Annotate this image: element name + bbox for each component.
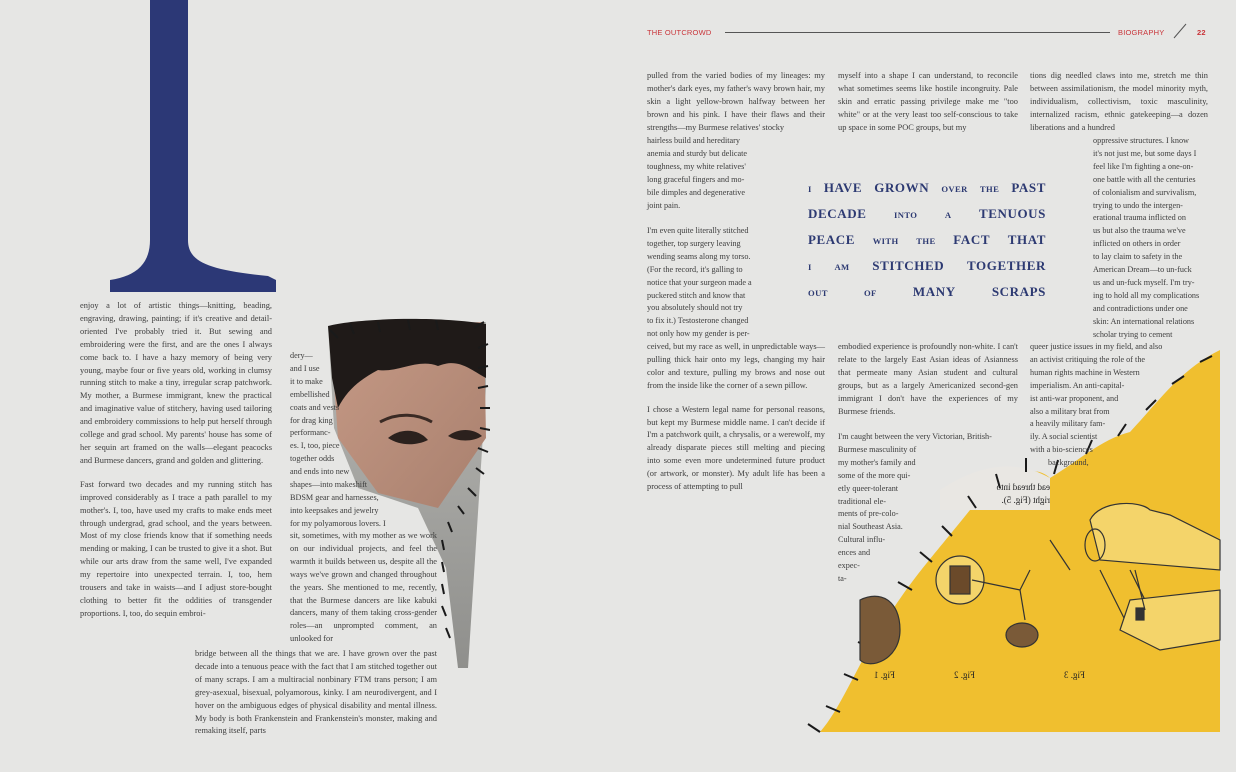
pull-quote-word: A bbox=[944, 210, 952, 220]
text-line: imperialism. An anti-capital- bbox=[1030, 380, 1125, 390]
text-line: nial Southeast Asia. bbox=[838, 522, 903, 532]
paragraph: Fast forward two decades and my running stitch has improved considerably as I trace a path parallel to my mother's. I, too, have used my crafts to make ends meet through undergrad, grad school, and the years between. Most of my close friends know that if something needs mending or making, I can be trusted to give it a shot. But while our arts draw from the same well, I've expanded my repertoire into unexpected terrain. I, too, hem trousers and take in waists—and I adjust store-bought clothing to better fit the oddities of transgender proportions. I, too, do sequin embroi- bbox=[80, 479, 272, 618]
right-column-1-narrow bbox=[647, 135, 777, 212]
text-line: also a military brat from bbox=[1030, 406, 1110, 416]
text-line: ily. A social scientist bbox=[1030, 432, 1098, 442]
pull-quote-word: GROWN bbox=[874, 180, 930, 195]
figure-label: Fig. 2 bbox=[953, 670, 975, 680]
text-line: not only how my gender is per- bbox=[647, 329, 750, 339]
paragraph: enjoy a lot of artistic things—knitting, beading, engraving, drawing, painting; if it's creative and detail-oriented I've probably tried it. But sewing and embroidering were the first, and are the ones I always come back to. I have a hazy memory of being very young, maybe four or five years old, working in clumsy running stitch to make a tiny, irregular scrap patchwork. My mother, a Burmese immigrant, knew the practical and imaginative value of stitchery, having used tailoring and embroidery commissions to help put herself through college and grad school. My parents' house has some of her sequin art framed on the walls—elegant peacocks and Burmese dancers, grand and golden and glittering. bbox=[80, 301, 272, 465]
right-column-3-top bbox=[1030, 70, 1208, 135]
text-line: puckered stitch and know that bbox=[647, 290, 746, 300]
right-column-1-top bbox=[647, 70, 825, 135]
text-line: toughness, my white relatives' bbox=[647, 161, 746, 171]
text-line: my mother's family and bbox=[838, 457, 916, 467]
text-line: expec- bbox=[838, 561, 860, 571]
text-line: and I use bbox=[290, 363, 320, 373]
pull-quote-word: HAVE bbox=[823, 180, 863, 195]
text-line: into keepsakes and jewelry bbox=[290, 505, 379, 515]
text-line: one battle with all the centuries bbox=[1093, 174, 1196, 184]
pull-quote-line bbox=[808, 180, 1046, 206]
pull-quote-word: INTO bbox=[893, 210, 918, 220]
text-line: embellished bbox=[290, 389, 330, 399]
pull-quote-word: TENUOUS bbox=[978, 206, 1046, 221]
text-line: us and un-fuck myself. I'm try- bbox=[1093, 277, 1195, 287]
text-line: some of the more qui- bbox=[838, 470, 911, 480]
text-line: scholar trying to cement bbox=[1093, 329, 1173, 339]
pull-quote-word: TOGETHER bbox=[966, 258, 1046, 273]
text-line: you absolutely should not try bbox=[647, 303, 743, 313]
paragraph: tions dig needled claws into me, stretch me thin between assimilationism, the model minority myth, individualism, collectivism, toxic masculinity, internalized racism, ethnic gatekeeping—a dozen liberations and a hundred bbox=[1030, 71, 1208, 132]
text-line: long graceful fingers and mo- bbox=[647, 174, 745, 184]
text-line: joint pain. bbox=[647, 200, 681, 210]
pull-quote-word: OVER bbox=[941, 184, 968, 194]
text-line: background, bbox=[1048, 458, 1089, 468]
text-line: traditional ele- bbox=[838, 496, 886, 506]
figure-label: Fig. 3 bbox=[1063, 670, 1085, 680]
text-line: coats and vests bbox=[290, 402, 340, 412]
text-line: a heavily military fam- bbox=[1030, 419, 1106, 429]
left-column-1 bbox=[80, 300, 272, 632]
mirrored-caption: ead thread into bbox=[996, 482, 1050, 492]
text-line: notice that your surgeon made a bbox=[647, 277, 752, 287]
text-line: for drag king bbox=[290, 415, 333, 425]
pull-quote-word: PEACE bbox=[808, 232, 856, 247]
right-column-3-bottom bbox=[1030, 341, 1190, 470]
text-line: and contradictions under one bbox=[1093, 303, 1188, 313]
right-column-1-narrow-2 bbox=[647, 225, 777, 341]
text-line: it's not just me, but some days I bbox=[1093, 148, 1197, 158]
text-line: anemia and sturdy but delicate bbox=[647, 148, 748, 158]
pull-quote-word: OF bbox=[863, 288, 877, 298]
text-line: ments of pre-colo- bbox=[838, 509, 899, 519]
text-line: (For the record, it's galling to bbox=[647, 264, 743, 274]
pull-quote bbox=[808, 180, 1046, 310]
pull-quote-word: MANY bbox=[912, 284, 956, 299]
pull-quote-word: THE bbox=[979, 184, 1000, 194]
pull-quote-word: I bbox=[808, 262, 812, 272]
text-line: us but also the trauma we've bbox=[1093, 226, 1186, 236]
text-line: skin: An international relations bbox=[1093, 316, 1195, 326]
paragraph: myself into a shape I can understand, to reconcile what sometimes seems like hostile incongruity. Pale skin and erratic passing privilege make me "too white" or at the very least too self-conscious to take up space in some POC groups, but my bbox=[838, 71, 1018, 132]
paragraph: pulled from the varied bodies of my lineages: my mother's dark eyes, my father's wavy brown hair, my skin a light yellow-brown halfway between her brown and his pink. I have their flaws and their strengths—my Burmese relatives' stocky bbox=[647, 71, 825, 132]
section-label: THE OUTCROWD bbox=[647, 28, 712, 37]
pull-quote-word: SCRAPS bbox=[991, 284, 1046, 299]
text-line: I'm even quite literally stitched bbox=[647, 226, 749, 235]
text-line: wending seams along my torso. bbox=[647, 251, 751, 261]
text-line: Cultural influ- bbox=[838, 535, 886, 545]
pull-quote-word: STITCHED bbox=[872, 258, 945, 273]
page-number: 22 bbox=[1197, 28, 1206, 37]
left-bottom-paragraph bbox=[195, 648, 437, 738]
text-line: ences and bbox=[838, 548, 871, 558]
text-line: with a bio-sciences bbox=[1030, 445, 1093, 455]
paragraph: ceived, but my race as well, in unpredictable ways—pulling thick hair onto my legs, changing my hair color and texture, pulling my brows and nose out from the inside like the corner of a sewn pillow. bbox=[647, 342, 825, 390]
text-line: BDSM gear and harnesses, bbox=[290, 492, 379, 502]
dropcap bbox=[108, 0, 280, 292]
pull-quote-word: I bbox=[808, 184, 812, 194]
text-line: human rights machine in Western bbox=[1030, 367, 1140, 377]
right-column-1-bottom bbox=[647, 341, 825, 505]
text-line: for my polyamorous lovers. I bbox=[290, 518, 386, 528]
pull-quote-word: AM bbox=[834, 262, 850, 272]
text-line: together, top surgery leaving bbox=[647, 238, 741, 248]
paragraph: I chose a Western legal name for personal reasons, but kept my Burmese middle name. I can't decide if I'm a patchwork quilt, a chrysalis, or a werewolf, my already disparate pieces still melting and piecing into some even more undetermined future product (or artwork, or monster). My adult life has been a process of attempting to pull bbox=[647, 404, 825, 492]
text-line: shapes—into makeshift bbox=[290, 480, 368, 490]
mirrored-caption: right (Fig. 5). bbox=[1001, 495, 1050, 505]
text-line: etly queer-tolerant bbox=[838, 483, 899, 493]
pull-quote-word: DECADE bbox=[808, 206, 867, 221]
header-rule-left bbox=[725, 32, 1110, 33]
text-line: dery— bbox=[290, 351, 313, 360]
text-line: and ends into new bbox=[290, 467, 350, 477]
right-column-2-top bbox=[838, 70, 1018, 135]
text-line: ta- bbox=[838, 573, 847, 583]
paragraph: bridge between all the things that we are. I have grown over the past decade into a tenuous peace with the fact that I am stitched together out of many scraps. I am a multiracial nonbinary FTM trans person; I am grey-asexual, bisexual, polyamorous, kinky. I am neurodivergent, and I hover on the ambiguous edges of physical disability and mental illness. My body is both Frankenstein and Frankenstein's monster, making and remaking itself, parts bbox=[195, 649, 437, 736]
paragraph: sit, sometimes, with my mother as we work on our individual projects, and feel the warmth it builds between us, despite all the ways we've grown and changed throughout the years. She mentioned to me, recently, that the Burmese dancers are like kabuki dancers, many of them taking cross-gender roles—an unprompted comment, an unlooked for bbox=[290, 531, 437, 644]
pull-quote-word: FACT bbox=[953, 232, 991, 247]
text-line: trying to undo the intergen- bbox=[1093, 200, 1183, 210]
left-column-2 bbox=[290, 530, 437, 646]
slash-divider-icon bbox=[1172, 23, 1188, 39]
category-label: BIOGRAPHY bbox=[1118, 28, 1165, 37]
pull-quote-word: PAST bbox=[1011, 180, 1046, 195]
right-column-3-narrow bbox=[1093, 135, 1211, 342]
text-line: it to make bbox=[290, 376, 323, 386]
text-line: ing to hold all my complications bbox=[1093, 290, 1200, 300]
left-column-2-ragged bbox=[290, 350, 430, 531]
text-line: oppressive structures. I know bbox=[1093, 136, 1189, 145]
text-line: to fix it.) Testosterone changed bbox=[647, 316, 749, 326]
pull-quote-word: THAT bbox=[1007, 232, 1046, 247]
paragraph: embodied experience is profoundly non-white. I can't relate to the largely East Asian ideas of Asianness that permeate many Asian student and cultural groups, but as a largely Americanized second-gen immigrant I don't have the experiences of my Burmese friends. bbox=[838, 342, 1018, 416]
pull-quote-line bbox=[808, 232, 1046, 258]
text-line: together odds bbox=[290, 454, 335, 464]
text-line: performanc- bbox=[290, 428, 331, 438]
text-line: to lay claim to safety in the bbox=[1093, 252, 1183, 262]
text-line: American Dream—to un-fuck bbox=[1093, 265, 1192, 275]
text-line: an activist critiquing the role of the bbox=[1030, 354, 1146, 364]
pull-quote-line bbox=[808, 206, 1046, 232]
text-line: of colonialism and survivalism, bbox=[1093, 187, 1197, 197]
text-line: erational trauma inflicted on bbox=[1093, 213, 1186, 223]
text-line: ist anti-war proponent, and bbox=[1030, 393, 1119, 403]
text-line: feel like I'm fighting a one-on- bbox=[1093, 161, 1194, 171]
text-line: inflicted on others in order bbox=[1093, 239, 1181, 249]
pull-quote-word: OUT bbox=[808, 288, 828, 298]
pull-quote-word: WITH bbox=[872, 236, 899, 246]
pull-quote-line bbox=[808, 258, 1046, 284]
text-line: hairless build and hereditary bbox=[647, 136, 740, 145]
text-line: bile dimples and degenerative bbox=[647, 187, 745, 197]
text-line: es. I, too, piece bbox=[290, 441, 340, 451]
pull-quote-word: THE bbox=[916, 236, 936, 246]
text-line: queer justice issues in my field, and also bbox=[1030, 342, 1163, 351]
text-line: I'm caught between the very Victorian, British-Burmese masculinity of bbox=[838, 432, 992, 454]
figure-label: Fig. 1 bbox=[873, 670, 895, 680]
pull-quote-line bbox=[808, 284, 1046, 310]
